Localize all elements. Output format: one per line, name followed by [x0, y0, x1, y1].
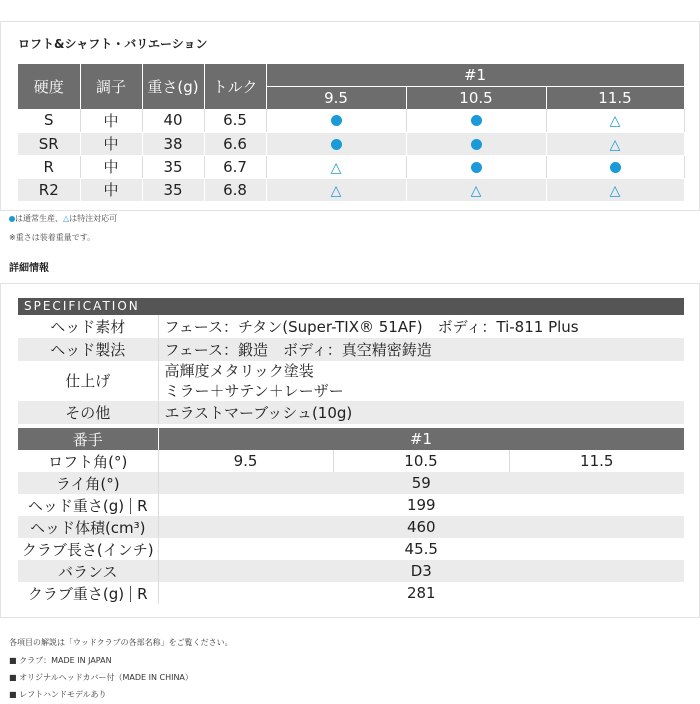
cell-torque: 6.6	[204, 132, 266, 155]
spec-table	[18, 315, 684, 424]
detail-title: 詳細情報	[9, 263, 49, 274]
head-weight-label-text: ヘッド重さ(g)	[27, 496, 125, 515]
cell-mark	[266, 155, 406, 178]
cell-weight: 35	[142, 178, 204, 201]
cell-hardness: SR	[18, 132, 80, 155]
divider	[130, 586, 131, 602]
cell-weight: 38	[142, 132, 204, 155]
filled-circle-icon	[471, 139, 482, 150]
length-value: 45.5	[158, 538, 684, 560]
finish-line-1: 高輝度メタリック塗装	[164, 362, 314, 380]
cell-torque: 6.5	[204, 109, 266, 132]
length-label: クラブ長さ(インチ)	[18, 538, 158, 560]
cell-kick: 中	[80, 109, 142, 132]
filled-circle-icon	[610, 162, 621, 173]
table-row	[18, 338, 684, 361]
head-weight-flex: R	[137, 496, 148, 515]
cell-mark	[546, 109, 684, 132]
spec-value	[158, 361, 684, 401]
table-row	[18, 315, 684, 338]
filled-circle-icon	[331, 115, 342, 126]
cell-hardness: R2	[18, 178, 80, 201]
table-row	[18, 132, 684, 155]
weight-note: ※重さは装着重量です。	[9, 233, 96, 242]
loft-shaft-table	[18, 64, 685, 202]
cell-mark	[406, 155, 546, 178]
table-row	[18, 109, 684, 132]
triangle-icon: △	[330, 182, 342, 199]
cell-weight: 35	[142, 155, 204, 178]
table-row	[18, 560, 684, 582]
loft-value: 10.5	[333, 450, 509, 472]
footer-note-headcover: ■ オリジナルヘッドカバー付（MADE IN CHINA）	[9, 673, 193, 682]
footer-note-made-in: ■ クラブ：MADE IN JAPAN	[9, 656, 112, 665]
header-loft-9-5: 9.5	[266, 87, 406, 110]
number-label: 番手	[18, 428, 158, 450]
header-number: #1	[266, 64, 684, 87]
spec-number-table	[18, 428, 685, 604]
cell-kick: 中	[80, 178, 142, 201]
cell-kick: 中	[80, 132, 142, 155]
header-weight: 重さ(g)	[142, 64, 204, 109]
triangle-icon: △	[470, 182, 482, 199]
filled-circle-icon	[471, 162, 482, 173]
triangle-icon: △	[609, 136, 621, 153]
table-row	[18, 401, 684, 424]
lie-label: ライ角(°)	[18, 472, 158, 494]
table-row	[18, 361, 684, 401]
divider	[130, 498, 131, 514]
loft-value: 9.5	[158, 450, 333, 472]
cell-torque: 6.7	[204, 155, 266, 178]
volume-value: 460	[158, 516, 684, 538]
spec-label: ヘッド製法	[18, 338, 158, 361]
balance-label: バランス	[18, 560, 158, 582]
spec-header: SPECIFICATION	[18, 298, 684, 315]
cell-mark	[406, 109, 546, 132]
volume-label: ヘッド体積(cm³)	[18, 516, 158, 538]
legend-note	[9, 213, 117, 224]
table-row	[18, 450, 684, 472]
cell-torque: 6.8	[204, 178, 266, 201]
cell-mark	[266, 109, 406, 132]
cell-hardness: R	[18, 155, 80, 178]
cell-weight: 40	[142, 109, 204, 132]
loft-label: ロフト角(°)	[18, 450, 158, 472]
triangle-icon: △	[63, 214, 70, 223]
cell-mark	[266, 178, 406, 201]
footer-note-parts: 各項目の解説は「ウッドクラブの各部名称」をご覧ください。	[9, 638, 233, 647]
cell-mark	[266, 132, 406, 155]
triangle-icon: △	[609, 113, 621, 130]
triangle-icon: △	[330, 159, 342, 176]
head-weight-label	[18, 494, 158, 516]
cell-kick: 中	[80, 155, 142, 178]
footer-note-lefthand: ■ レフトハンドモデルあり	[9, 690, 107, 699]
triangle-icon: △	[609, 182, 621, 199]
filled-circle-icon	[331, 139, 342, 150]
loft-shaft-title: ロフト&シャフト・バリエーション	[18, 37, 208, 51]
club-weight-value: 281	[158, 582, 684, 604]
table-row	[18, 582, 684, 604]
table-row	[18, 494, 684, 516]
header-hardness: 硬度	[18, 64, 80, 109]
cell-mark	[546, 155, 684, 178]
table-row	[18, 155, 684, 178]
header-loft-11-5: 11.5	[546, 87, 684, 110]
table-row	[18, 538, 684, 560]
club-weight-label-text: クラブ重さ(g)	[27, 584, 125, 603]
header-loft-10-5: 10.5	[406, 87, 546, 110]
spec-value: フェース：鍛造 ボディ：真空精密鋳造	[158, 338, 684, 361]
cell-mark	[406, 178, 546, 201]
note-standard: は通常生産、	[15, 214, 63, 223]
spec-value: エラストマーブッシュ(10g)	[158, 401, 684, 424]
cell-mark	[546, 132, 684, 155]
head-weight-value: 199	[158, 494, 684, 516]
note-custom: は特注対応可	[69, 214, 118, 223]
spec-label: 仕上げ	[18, 361, 158, 401]
header-kick: 調子	[80, 64, 142, 109]
finish-line-2: ミラー＋サテン＋レーザー	[164, 382, 344, 400]
table-row	[18, 428, 684, 450]
number-value: #1	[158, 428, 684, 450]
cell-mark	[546, 178, 684, 201]
lie-value: 59	[158, 472, 684, 494]
spec-label: その他	[18, 401, 158, 424]
filled-circle-icon	[471, 115, 482, 126]
balance-value: D3	[158, 560, 684, 582]
cell-mark	[406, 132, 546, 155]
club-weight-flex: R	[137, 584, 148, 603]
cell-hardness: S	[18, 109, 80, 132]
spec-label: ヘッド素材	[18, 315, 158, 338]
table-row	[18, 472, 684, 494]
header-torque: トルク	[204, 64, 266, 109]
table-row	[18, 178, 684, 201]
table-row	[18, 516, 684, 538]
loft-value: 11.5	[509, 450, 684, 472]
spec-value: フェース：チタン(Super-TIX® 51AF) ボディ：Ti-811 Plus	[158, 315, 684, 338]
club-weight-label	[18, 582, 158, 604]
